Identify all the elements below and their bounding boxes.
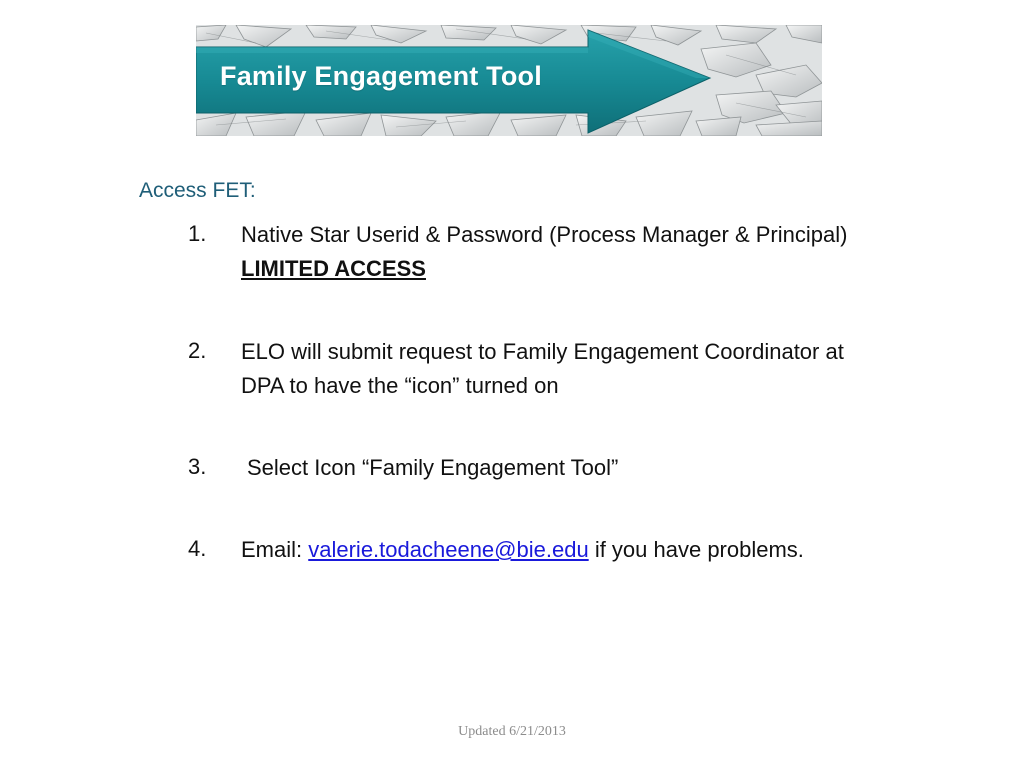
section-heading: Access FET: <box>139 179 256 202</box>
step-3-text: Select Icon “Family Engagement Tool” <box>247 455 619 480</box>
step-2-number: 2. <box>188 338 207 363</box>
updated-date: Updated 6/21/2013 <box>458 724 566 739</box>
email-label: Email: <box>241 537 303 562</box>
email-suffix: if you have problems. <box>594 537 804 562</box>
email-link[interactable]: valerie.todacheene@bie.edu <box>308 537 589 562</box>
banner-title: Family Engagement Tool <box>220 61 542 91</box>
step-4-number: 4. <box>188 536 207 561</box>
step-3-number: 3. <box>188 454 207 479</box>
step-4-text <box>241 533 851 567</box>
step-1-text <box>241 218 851 286</box>
step-2-text: ELO will submit request to Family Engagement Coordinator at DPA to have the “icon” turned on <box>241 339 844 398</box>
limited-access-label: LIMITED ACCESS <box>241 256 426 281</box>
step-1-number: 1. <box>188 221 207 246</box>
step-1-body: Native Star Userid & Password (Process Manager & Principal) <box>241 222 848 247</box>
